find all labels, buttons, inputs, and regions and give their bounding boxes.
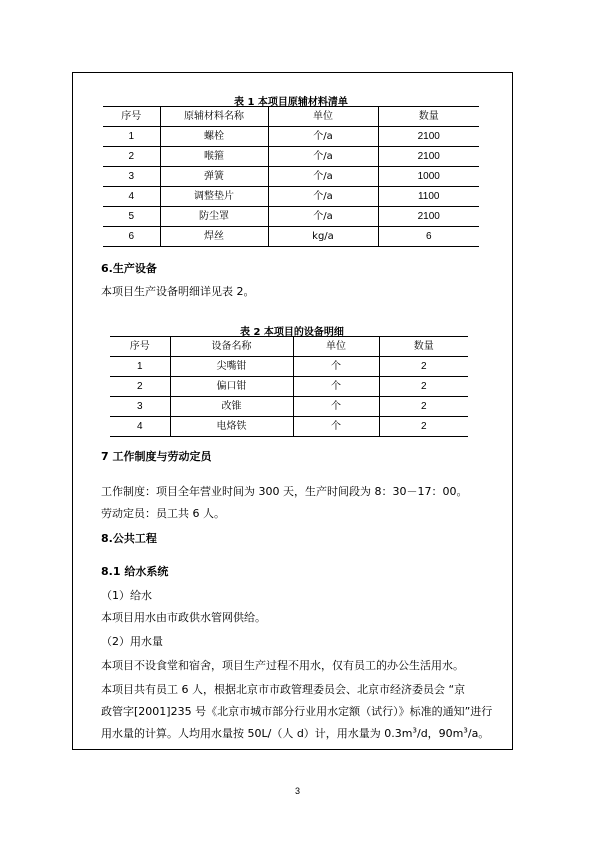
section7-heading: 7 工作制度与劳动定员 <box>101 450 212 463</box>
water-calc-line1: 本项目共有员工 6 人，根据北京市市政管理委员会、北京市经济委员会 “京 <box>101 683 466 696</box>
table-header-row <box>110 337 468 357</box>
column-header: 序号 <box>110 337 170 357</box>
table-cell: 偏口钳 <box>170 377 293 397</box>
table-cell: 2 <box>379 417 468 437</box>
column-header: 数量 <box>378 107 479 127</box>
table-cell: 1 <box>110 357 170 377</box>
table-cell: 个 <box>293 377 379 397</box>
table-cell: 个/a <box>268 147 378 167</box>
table-cell: 1 <box>103 127 160 147</box>
section6-text: 本项目生产设备明细详见表 2。 <box>101 285 255 298</box>
table-cell: 喉箍 <box>160 147 268 167</box>
table-row <box>110 397 468 417</box>
column-header: 单位 <box>293 337 379 357</box>
table-row <box>103 187 479 207</box>
table-cell: kg/a <box>268 227 378 247</box>
column-header: 数量 <box>379 337 468 357</box>
column-header: 原辅材料名称 <box>160 107 268 127</box>
table-cell: 4 <box>103 187 160 207</box>
table-cell: 个/a <box>268 167 378 187</box>
superscript-3: 3 <box>412 726 417 735</box>
table1-caption: 表 1 本项目原辅材料清单 <box>234 97 348 108</box>
water-calc-line3 <box>101 725 489 741</box>
staffing-text: 劳动定员：员工共 6 人。 <box>101 507 225 520</box>
section6-heading: 6.生产设备 <box>101 262 157 275</box>
table-row <box>103 127 479 147</box>
column-header: 序号 <box>103 107 160 127</box>
table-row <box>103 227 479 247</box>
table-row <box>110 357 468 377</box>
work-schedule-text: 工作制度：项目全年营业时间为 300 天，生产时间段为 8：30－17：00。 <box>101 485 468 498</box>
item2-title: （2）用水量 <box>101 635 163 648</box>
table-cell: 3 <box>110 397 170 417</box>
table-header-row <box>103 107 479 127</box>
section8-heading: 8.公共工程 <box>101 532 157 545</box>
table-cell: 2 <box>103 147 160 167</box>
water-calc-suffix: /a。 <box>467 727 490 740</box>
table2-caption: 表 2 本项目的设备明细 <box>240 327 344 338</box>
table-cell: 个 <box>293 397 379 417</box>
table-cell: 1000 <box>378 167 479 187</box>
table-cell: 改锥 <box>170 397 293 417</box>
table-cell: 4 <box>110 417 170 437</box>
table-cell: 2100 <box>378 207 479 227</box>
water-calc-mid: /d，90m <box>416 727 464 740</box>
section8-1-heading: 8.1 给水系统 <box>101 565 169 578</box>
table-cell: 电烙铁 <box>170 417 293 437</box>
table-row <box>103 207 479 227</box>
table-cell: 6 <box>103 227 160 247</box>
table-cell: 防尘罩 <box>160 207 268 227</box>
table-cell: 5 <box>103 207 160 227</box>
table-cell: 个/a <box>268 207 378 227</box>
superscript-3: 3 <box>463 726 468 735</box>
table-row <box>110 417 468 437</box>
column-header: 单位 <box>268 107 378 127</box>
table-cell: 个/a <box>268 127 378 147</box>
table-cell: 2 <box>379 357 468 377</box>
table-cell: 2100 <box>378 147 479 167</box>
water-calc-prefix: 用水量的计算。人均用水量按 50L/（人 d）计，用水量为 0.3m <box>101 727 413 740</box>
table-cell: 2100 <box>378 127 479 147</box>
table-row <box>110 377 468 397</box>
table-cell: 个 <box>293 417 379 437</box>
table-cell: 2 <box>110 377 170 397</box>
table-cell: 2 <box>379 377 468 397</box>
table-cell: 1100 <box>378 187 479 207</box>
materials-table <box>103 106 479 247</box>
table-row <box>103 147 479 167</box>
equipment-table <box>110 336 468 437</box>
table-cell: 2 <box>379 397 468 417</box>
table-cell: 螺栓 <box>160 127 268 147</box>
table-row <box>103 167 479 187</box>
water-calc-line2: 政管字[2001]235 号《北京市城市部分行业用水定额（试行）》标准的通知”进行 <box>101 705 493 718</box>
table-cell: 尖嘴钳 <box>170 357 293 377</box>
item1-text: 本项目用水由市政供水管网供给。 <box>101 611 266 624</box>
table-cell: 个/a <box>268 187 378 207</box>
table-cell: 焊丝 <box>160 227 268 247</box>
item1-title: （1）给水 <box>101 589 152 602</box>
table-cell: 调整垫片 <box>160 187 268 207</box>
column-header: 设备名称 <box>170 337 293 357</box>
table-cell: 3 <box>103 167 160 187</box>
table-cell: 6 <box>378 227 479 247</box>
page-number: 3 <box>294 786 300 796</box>
item2-text: 本项目不设食堂和宿舍，项目生产过程不用水，仅有员工的办公生活用水。 <box>101 659 464 672</box>
table-cell: 个 <box>293 357 379 377</box>
table-cell: 弹簧 <box>160 167 268 187</box>
